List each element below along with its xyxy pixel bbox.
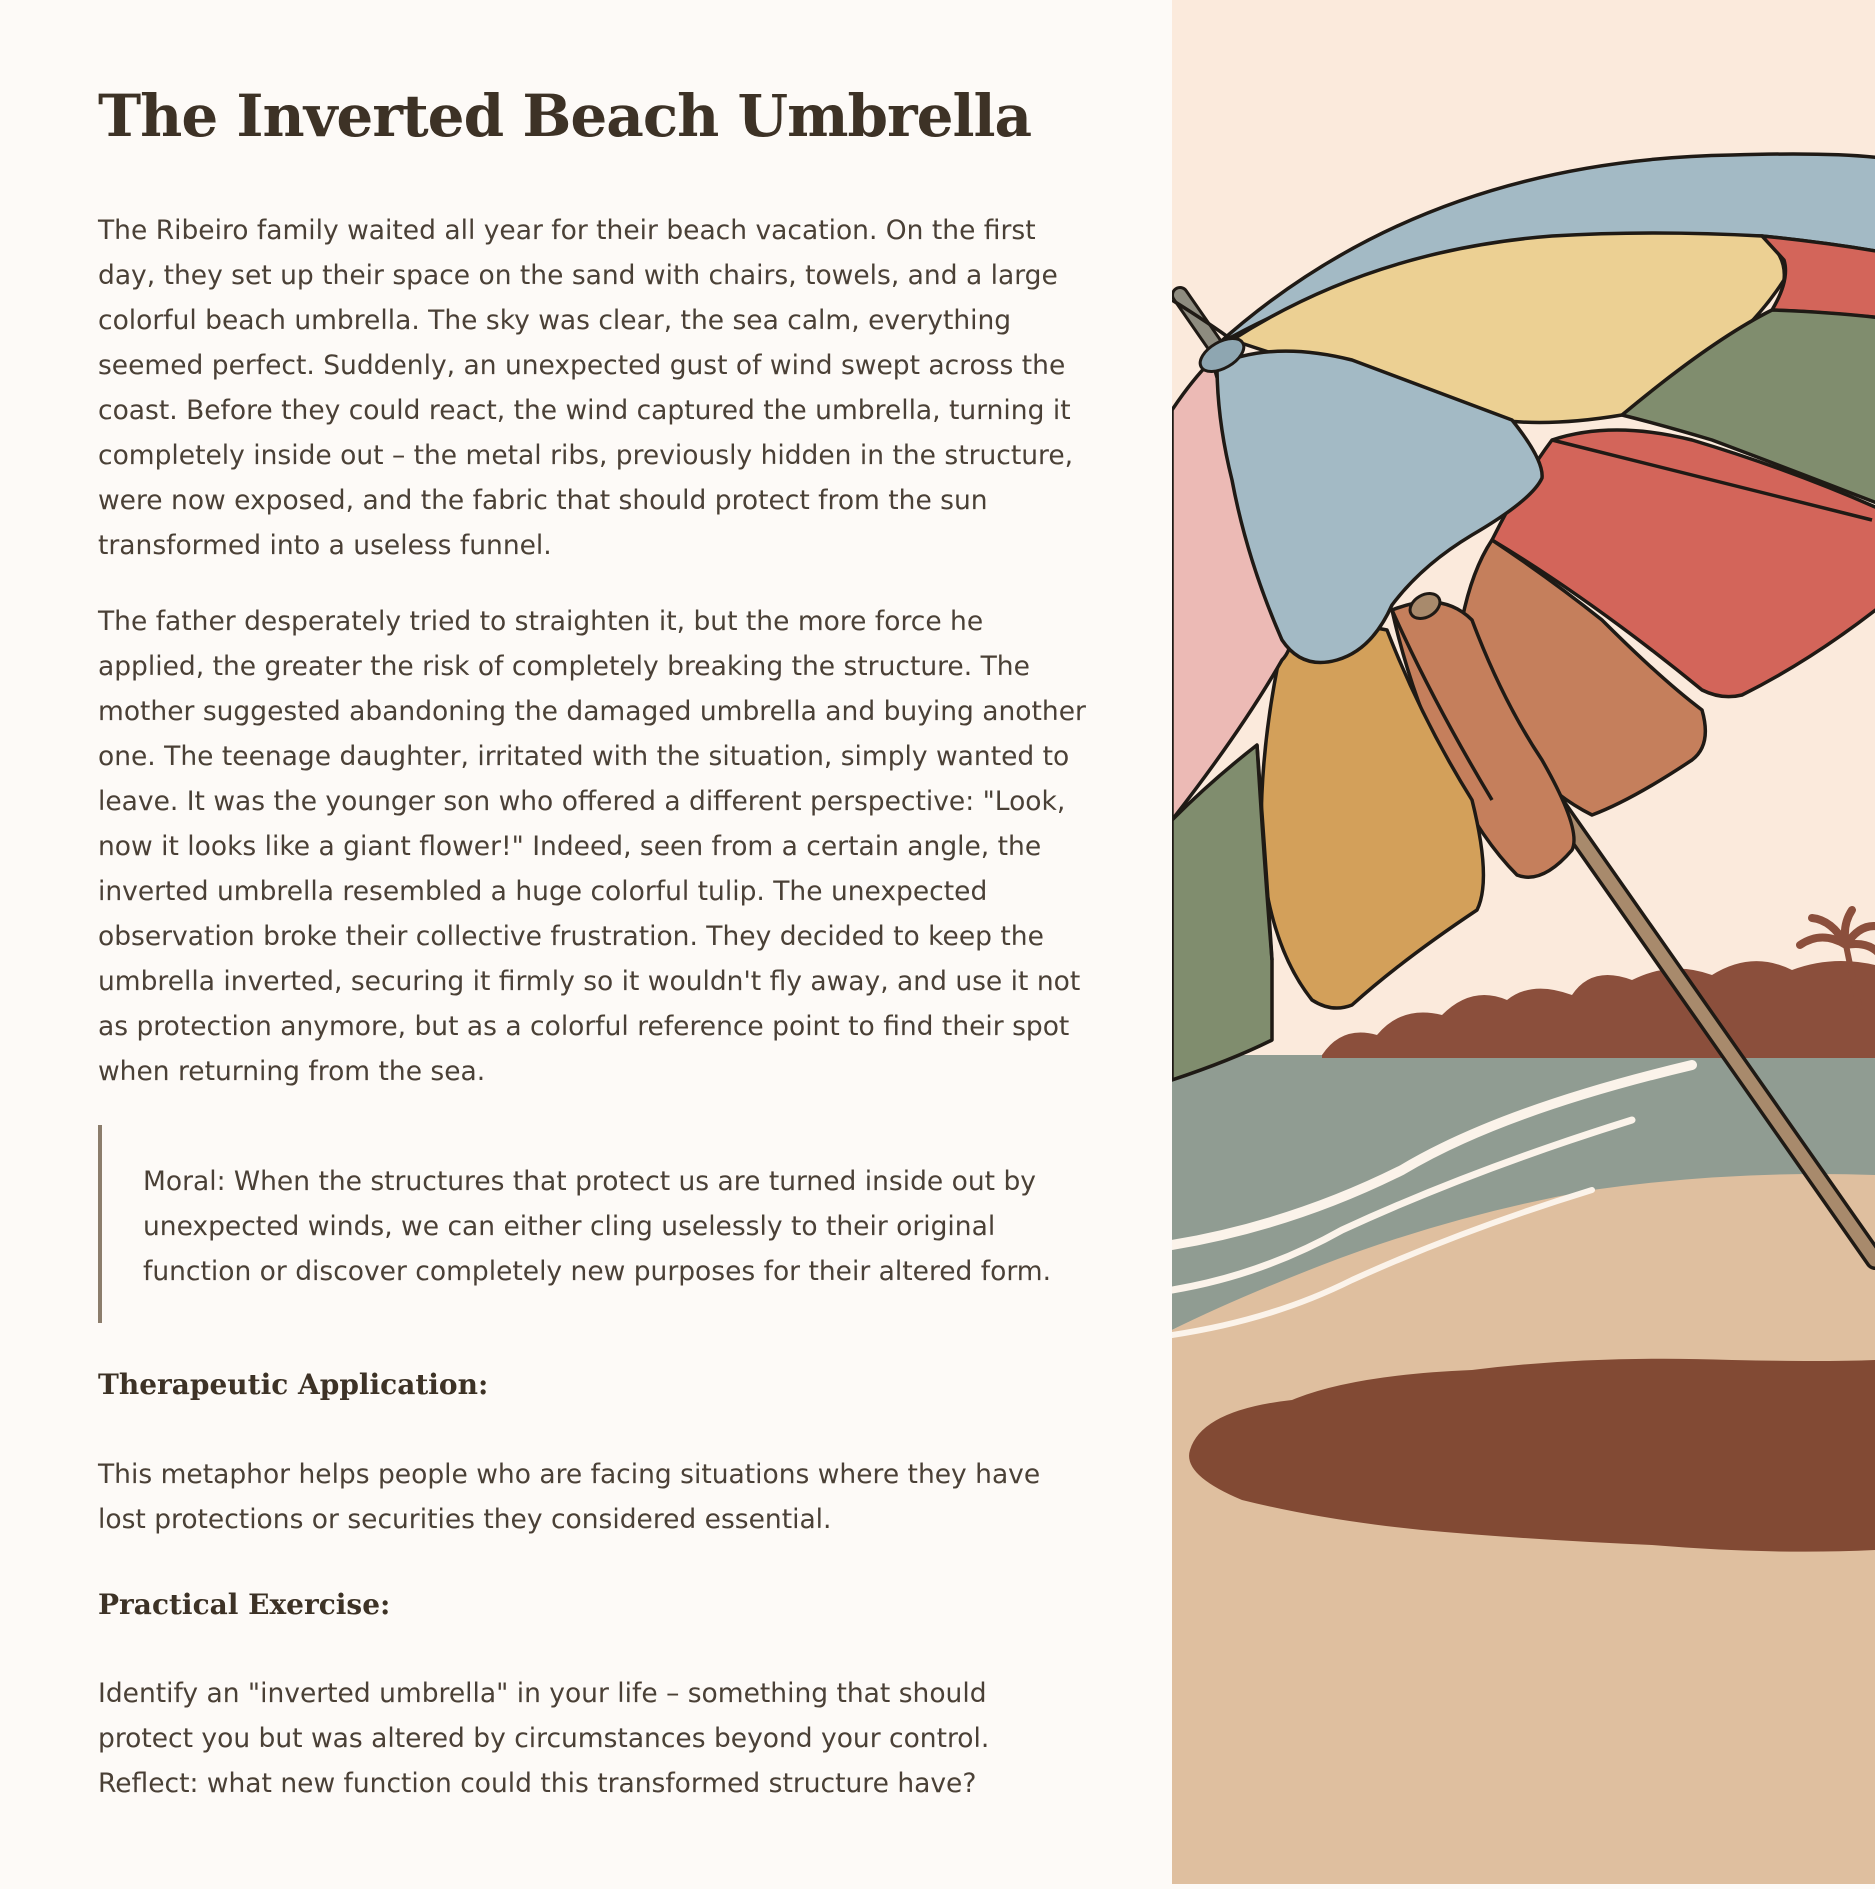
therapeutic-text: This metaphor helps people who are facing situations where they have lost protections or securities they considered essential. [98,1459,1041,1535]
umbrella-illustration [1172,0,1875,1884]
therapeutic-heading: Therapeutic Application: [98,1368,489,1401]
umbrella-illustration-svg [1172,0,1875,1884]
moral-blockquote [98,1125,1087,1323]
story-title: The Inverted Beach Umbrella [98,82,1032,150]
story-paragraph-2: The father desperately tried to straighten it, but the more force he applied, the greater the risk of completely breaking the structure. The mother suggested abandoning the damaged umbrella and buying another one. The teenage daughter, irritated with the situation, simply wanted to leave. It was the younger son who offered a different perspective: "Look, now it looks like a giant flower!" Indeed, seen from a certain angle, the inverted umbrella resembled a huge colorful tulip. The unexpected observation broke their collective frustration. They decided to keep the umbrella inverted, securing it firmly so it wouldn't fly away, and use it not as protection anymore, but as a colorful reference point to find their spot when returning from the sea. [98,606,1086,1087]
moral-text: Moral: When the structures that protect us are turned inside out by unexpected winds, we can either cling uselessly to their original function or discover completely new purposes for their altered form. [143,1166,1052,1287]
exercise-heading: Practical Exercise: [98,1588,391,1621]
story-paragraph-1: The Ribeiro family waited all year for their beach vacation. On the first day, they set up their space on the sand with chairs, towels, and a large colorful beach umbrella. The sky was clear, the sea calm, everything seemed perfect. Suddenly, an unexpected gust of wind swept across the coast. Before they could react, the wind captured the umbrella, turning it completely inside out – the metal ribs, previously hidden in the structure, were now exposed, and the fabric that should protect from the sun transformed into a useless funnel. [98,215,1074,561]
exercise-text: Identify an "inverted umbrella" in your life – something that should protect you but was altered by circumstances beyond your control. Reflect: what new function could this transformed structure have? [98,1678,990,1799]
